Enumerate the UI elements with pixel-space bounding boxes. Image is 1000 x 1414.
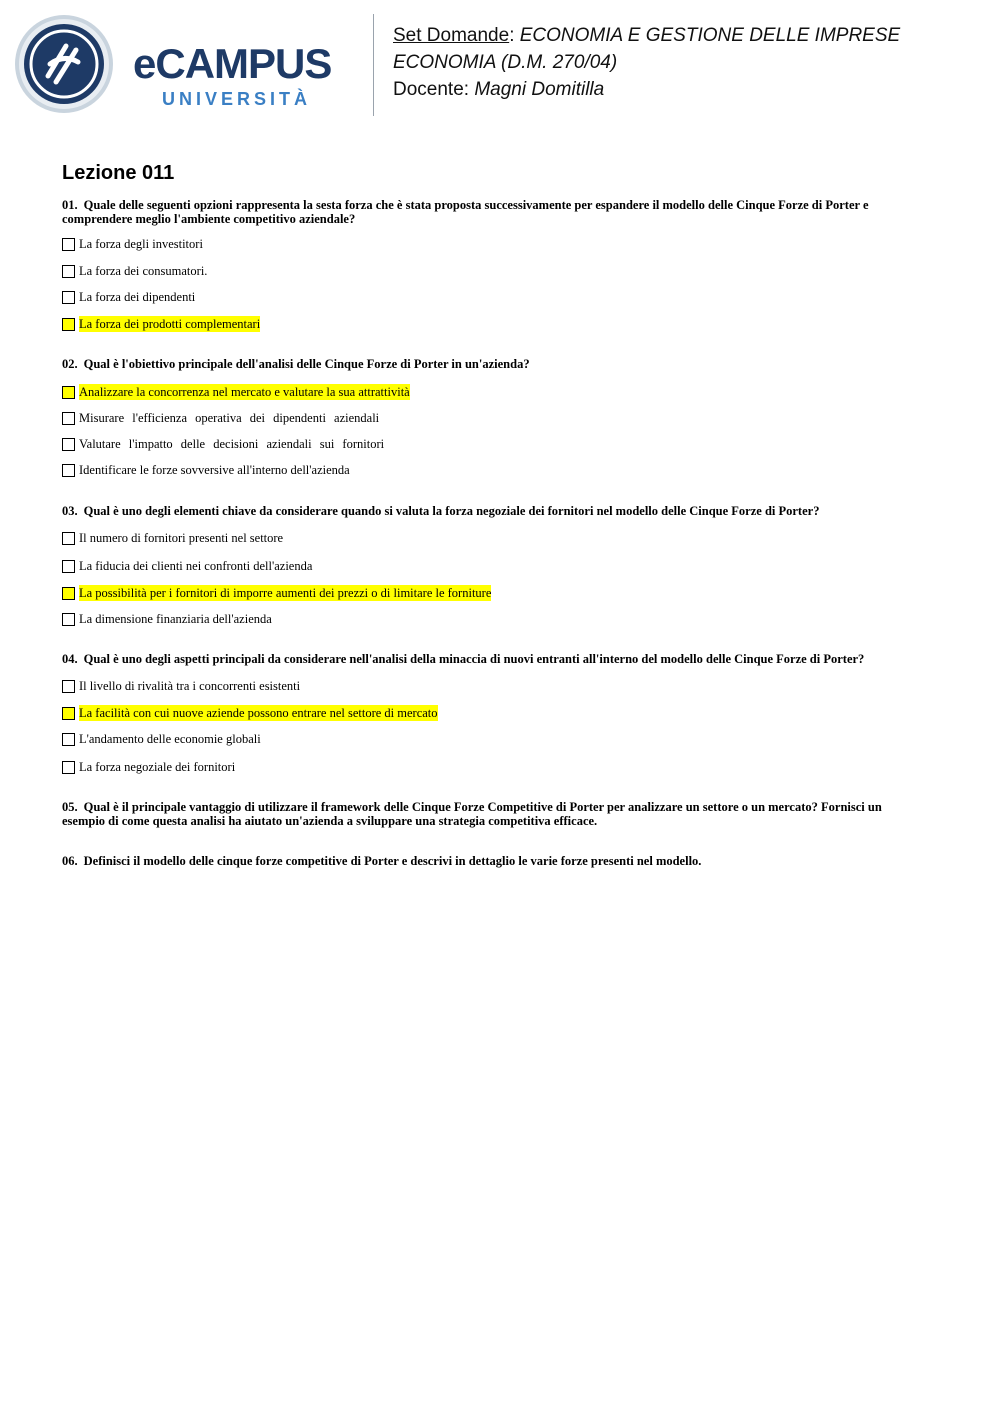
checkbox[interactable]: [62, 238, 75, 251]
question-05: [62, 801, 902, 828]
checkbox[interactable]: [62, 412, 75, 425]
option-text: La forza dei consumatori.: [79, 264, 208, 278]
option-01-a[interactable]: [62, 236, 203, 252]
question-02: [62, 358, 902, 372]
option-02-d[interactable]: [62, 462, 350, 478]
option-04-a[interactable]: [62, 678, 300, 694]
option-text: Valutare l'impatto delle decisioni aziendali sui fornitori: [79, 437, 385, 451]
question-number: 06.: [62, 854, 78, 868]
question-01: [62, 199, 902, 226]
option-01-d-correct[interactable]: [62, 316, 260, 332]
question-04: [62, 653, 902, 667]
option-text: La facilità con cui nuove aziende possono entrare nel settore di mercato: [79, 706, 438, 720]
question-number: 03.: [62, 504, 78, 518]
checkbox[interactable]: [62, 680, 75, 693]
set-title: ECONOMIA E GESTIONE DELLE IMPRESE: [519, 25, 901, 46]
checkbox[interactable]: [62, 587, 75, 600]
ecampus-seal-logo: [14, 14, 114, 114]
option-01-c[interactable]: [62, 289, 195, 305]
checkbox[interactable]: [62, 438, 75, 451]
question-03: [62, 505, 902, 519]
checkbox[interactable]: [62, 733, 75, 746]
teacher-label: Docente:: [393, 79, 470, 100]
option-text: La forza negoziale dei fornitori: [79, 760, 236, 774]
teacher-name: Magni Domitilla: [474, 79, 605, 100]
checkbox[interactable]: [62, 318, 75, 331]
option-02-b[interactable]: [62, 410, 379, 426]
set-title-line1: Set Domande: ECONOMIA E GESTIONE DELLE IMPRESE: [393, 25, 901, 46]
option-02-a-correct[interactable]: [62, 384, 410, 400]
checkbox[interactable]: [62, 761, 75, 774]
option-text: La forza degli investitori: [79, 237, 203, 251]
brand-name: eCAMPUS: [133, 40, 332, 87]
option-text: La possibilità per i fornitori di imporre aumenti dei prezzi o di limitare le forniture: [79, 586, 492, 600]
option-03-c-correct[interactable]: [62, 585, 491, 601]
checkbox[interactable]: [62, 560, 75, 573]
option-text: Il livello di rivalità tra i concorrenti esistenti: [79, 679, 301, 693]
option-01-b[interactable]: [62, 263, 207, 279]
question-text: Qual è uno degli elementi chiave da considerare quando si valuta la forza negoziale dei fornitori nel modello delle Cinque Forze di Porter?: [83, 504, 820, 518]
question-number: 02.: [62, 357, 78, 371]
checkbox[interactable]: [62, 291, 75, 304]
option-text: L'andamento delle economie globali: [79, 732, 261, 746]
option-text: La dimensione finanziaria dell'azienda: [79, 612, 272, 626]
option-03-a[interactable]: [62, 530, 283, 546]
checkbox[interactable]: [62, 532, 75, 545]
header-divider: [373, 14, 374, 116]
brand-subtitle: UNIVERSITÀ: [162, 89, 312, 109]
option-text: Misurare l'efficienza operativa dei dipendenti aziendali: [79, 411, 380, 425]
question-number: 05.: [62, 800, 78, 814]
option-text: Il numero di fornitori presenti nel settore: [79, 531, 284, 545]
option-04-d[interactable]: [62, 759, 235, 775]
question-number: 01.: [62, 198, 78, 212]
option-04-c[interactable]: [62, 731, 261, 747]
question-text: Definisci il modello delle cinque forze competitive di Porter e descrivi in dettaglio le varie forze presenti nel modello.: [83, 854, 702, 868]
option-text: La fiducia dei clienti nei confronti dell'azienda: [79, 559, 313, 573]
option-02-c[interactable]: [62, 436, 384, 452]
option-text: La forza dei prodotti complementari: [79, 317, 261, 331]
set-label: Set Domande: [393, 25, 510, 46]
checkbox[interactable]: [62, 613, 75, 626]
checkbox[interactable]: [62, 386, 75, 399]
option-text: La forza dei dipendenti: [79, 290, 196, 304]
header-info: [393, 22, 973, 103]
checkbox[interactable]: [62, 265, 75, 278]
lesson-title: Lezione 011: [62, 162, 175, 184]
teacher-line: [393, 76, 973, 103]
option-text: Analizzare la concorrenza nel mercato e valutare la sua attrattività: [79, 385, 410, 399]
question-text: Qual è il principale vantaggio di utilizzare il framework delle Cinque Forze Competitive di Porter per analizzare un settore o un mercato? Fornisci un esempio di come questa analisi ha aiutato un'azienda a sviluppare una strategia competitiva efficace.: [62, 800, 882, 828]
option-04-b-correct[interactable]: [62, 705, 438, 721]
set-title-line2: [393, 49, 973, 76]
checkbox[interactable]: [62, 464, 75, 477]
set-title-cont: ECONOMIA (D.M. 270/04): [393, 52, 618, 73]
question-number: 04.: [62, 652, 78, 666]
option-03-b[interactable]: [62, 558, 312, 574]
question-text: Quale delle seguenti opzioni rappresenta la sesta forza che è stata proposta successivamente per espandere il modello delle Cinque Forze di Porter e comprendere meglio l'ambiente competitivo aziendale?: [62, 198, 869, 226]
option-03-d[interactable]: [62, 611, 272, 627]
option-text: Identificare le forze sovversive all'interno dell'azienda: [79, 463, 350, 477]
question-06: [62, 855, 902, 869]
checkbox[interactable]: [62, 707, 75, 720]
question-text: Qual è l'obiettivo principale dell'analisi delle Cinque Forze di Porter in un'azienda?: [83, 357, 530, 371]
question-text: Qual è uno degli aspetti principali da considerare nell'analisi della minaccia di nuovi entranti all'interno del modello delle Cinque Forze di Porter?: [83, 652, 865, 666]
